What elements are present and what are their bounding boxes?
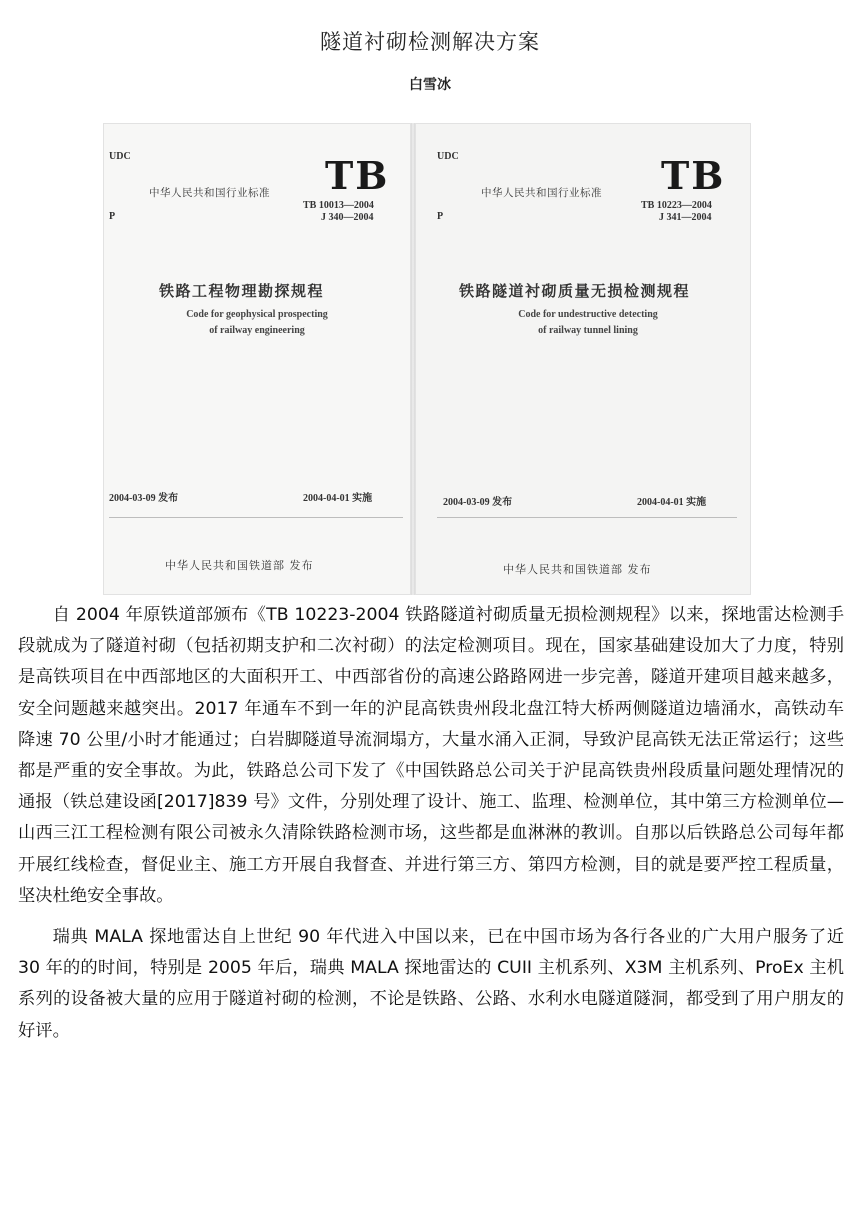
- cover-right: [415, 123, 751, 595]
- standard-code-j: J 340—2004: [321, 212, 374, 223]
- cover-cn-title: 铁路隧道衬砌质量无损检测规程: [459, 282, 691, 300]
- cover-cn-title: 铁路工程物理勘探规程: [159, 282, 325, 300]
- cover-divider: [437, 517, 737, 518]
- standard-code-tb: TB 10013—2004: [303, 200, 374, 211]
- udc-label: UDC: [437, 151, 459, 162]
- cover-divider: [109, 517, 403, 518]
- cover-left: [103, 123, 411, 595]
- paragraph-1: 自 2004 年原铁道部颁布《TB 10223-2004 铁路隧道衬砌质量无损检测规程》以来，探地雷达检测手段就成为了隧道衬砌（包括初期支护和二次衬砌）的法定检测项目。现在，国家基础建设加大了力度，特别是高铁项目在中西部地区的大面积开工、中西部省份的高速公路路网进一步完善，隧道开建项目越来越多，安全问题越来越突出。2017 年通车不到一年的沪昆高铁贵州段北盘江特大桥两侧隧道边墙涌水，高铁动车降速 70 公里/小时才能通过；白岩脚隧道导流洞塌方，大量水涌入正洞，导致沪昆高铁无法正常运行；这些都是严重的安全事故。为此，铁路总公司下发了《中国铁路总公司关于沪昆高铁贵州段质量问题处理情况的通报（铁总建设函[2017]839 号》文件，分别处理了设计、施工、监理、检测单位，其中第三方检测单位—山西三江工程检测有限公司被永久清除铁路检测市场，这些都是血淋淋的教训。自那以后铁路总公司每年都开展红线检查，督促业主、施工方开展自我督查、并进行第三方、第四方检测，目的就是要严控工程质量，坚决杜绝安全事故。: [18, 605, 844, 906]
- cover-publisher: 中华人民共和国铁道部 发布: [503, 563, 652, 576]
- document-author: 白雪冰: [409, 77, 451, 93]
- cover-en-title-line1: Code for undestructive detecting: [518, 309, 658, 320]
- tb-logo: TB: [325, 153, 390, 198]
- issue-date: 2004-03-09 发布: [443, 497, 513, 508]
- cover-en-title-line2: of railway engineering: [209, 325, 305, 336]
- cover-en-title: [483, 307, 693, 339]
- standard-codes: [641, 200, 712, 224]
- document-title: 隧道衬砌检测解决方案: [320, 30, 540, 54]
- standard-code-tb: TB 10223—2004: [641, 200, 712, 211]
- udc-label: UDC: [109, 151, 131, 162]
- cover-en-title-line2: of railway tunnel lining: [538, 325, 638, 336]
- standard-codes: [303, 200, 374, 224]
- cover-publisher: 中华人民共和国铁道部 发布: [165, 559, 314, 572]
- cover-en-title-line1: Code for geophysical prospecting: [186, 309, 328, 320]
- body-text: [18, 600, 844, 1057]
- standard-type: 中华人民共和国行业标准: [481, 187, 602, 199]
- cover-en-title: [157, 307, 357, 339]
- effective-date: 2004-04-01 实施: [637, 497, 707, 508]
- tb-logo: TB: [661, 153, 726, 198]
- effective-date: 2004-04-01 实施: [303, 493, 373, 504]
- classification-label: P: [109, 211, 116, 222]
- paragraph-2: 瑞典 MALA 探地雷达自上世纪 90 年代进入中国以来，已在中国市场为各行各业的广大用户服务了近 30 年的的时间，特别是 2005 年后，瑞典 MALA 探地雷达的 CUII 主机系列、X3M 主机系列、ProEx 主机系列的设备被大量的应用于隧道衬砌的检测，不论是铁路、公路、水利水电隧道隧洞，都受到了用户朋友的好评。: [18, 927, 844, 1041]
- issue-date: 2004-03-09 发布: [109, 493, 179, 504]
- classification-label: P: [437, 211, 444, 222]
- standard-type: 中华人民共和国行业标准: [149, 187, 270, 199]
- standards-cover-photo: [103, 123, 751, 595]
- standard-code-j: J 341—2004: [659, 212, 712, 223]
